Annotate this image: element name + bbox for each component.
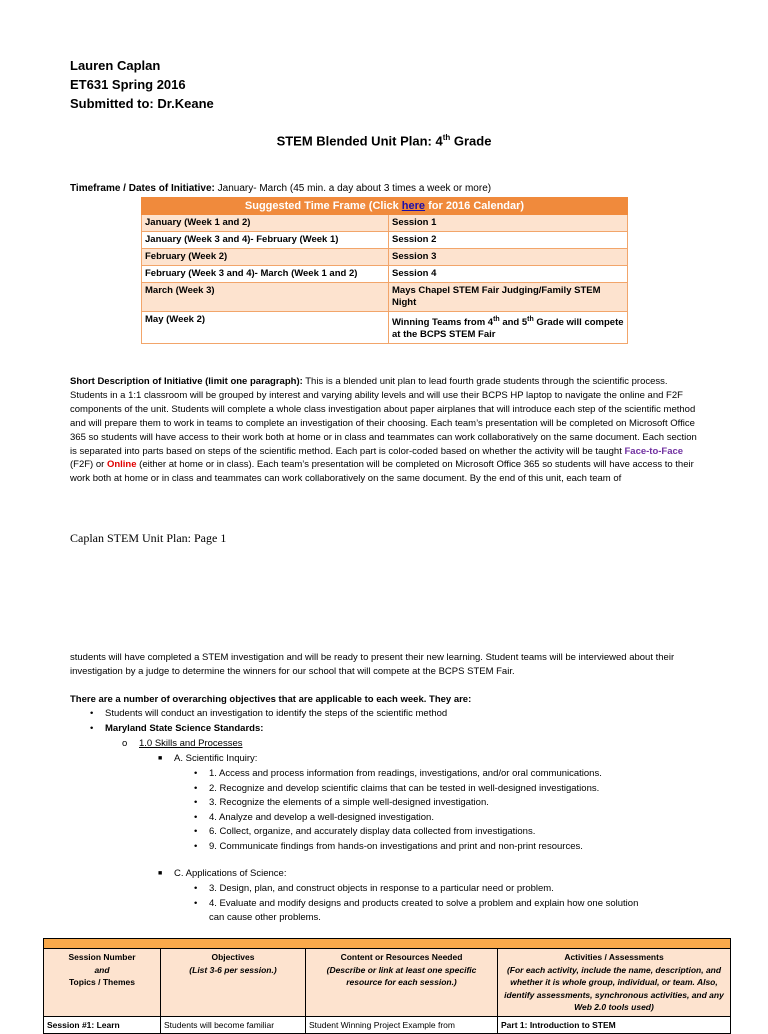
bullet-text: Maryland State Science Standards: (105, 723, 264, 734)
header-line: Content or Resources Needed (340, 952, 463, 962)
page-footer: Caplan STEM Unit Plan: Page 1 (70, 531, 227, 545)
face-to-face-label: Face-to-Face (624, 445, 684, 457)
winning-text-a: Winning Teams from 4 (392, 317, 494, 329)
standard-text: 4. Evaluate and modify designs and products created to solve a problem and explain how one solution (209, 897, 639, 909)
bullet-icon: • (194, 826, 198, 838)
standard-text: 6. Collect, organize, and accurately display data collected from investigations. (209, 826, 536, 838)
header-activities (498, 949, 731, 1017)
standard-text-continued: can cause other problems. (209, 912, 321, 924)
table-row (44, 1016, 731, 1034)
row-session: Mays Chapel STEM Fair Judging/Family STEM Night (389, 283, 628, 312)
sub-bullet-text: C. Applications of Science: (174, 868, 287, 879)
winning-sup2: th (527, 316, 534, 323)
bullet-icon: • (194, 897, 198, 909)
bullet-icon: • (194, 883, 198, 894)
row-when: February (Week 2) (142, 249, 389, 266)
objectives-intro: There are a number of overarching objectives that are applicable to each week. They are: (70, 694, 472, 705)
description-text-1: This is a blended unit plan to lead fourth grade students through the scientific process. Students in a 1:1 classroom will be grouped by interest and varying ability levels and will use their BCPS HP laptop to navigate the online and F2F components of the unit. Students will complete a whole class investigation about paper airplanes that will introduce each step of the scientific method and will prepare them to work in teams to complete an investigation of their choosing. Each team’s presentation will be completed on Microsoft Office 365 so students will have access to their work both at home or in class and teammates can work collaboratively on the same document. Each section is separated into parts based on steps of the scientific method. Each part is color-coded based on whether the activity will be taught (70, 376, 697, 457)
online-label: Online (106, 459, 137, 471)
row-when: January (Week 1 and 2) (142, 215, 389, 232)
title-superscript: th (442, 133, 451, 142)
title-end: Grade (450, 133, 492, 149)
standard-text: 9. Communicate findings from hands-on investigations and print and non-print resources. (209, 840, 583, 852)
calendar-link[interactable]: here (401, 200, 426, 212)
square-bullet-icon: ■ (158, 755, 163, 762)
row-when: January (Week 3 and 4)- February (Week 1) (142, 232, 389, 249)
circle-bullet-icon: o (122, 738, 128, 749)
winning-text-c: Grade will compete at the BCPS STEM Fair (392, 317, 624, 341)
submitted-to: Submitted to: Dr.Keane (70, 96, 214, 111)
header-line: Session Number (68, 952, 136, 962)
square-bullet-icon: ■ (158, 870, 163, 877)
row-session: Session 3 (389, 249, 628, 266)
row-when: May (Week 2) (142, 312, 389, 344)
row-when: February (Week 3 and 4)- March (Week 1 and 2) (142, 266, 389, 283)
sub-bullet-text: 1.0 Skills and Processes (139, 738, 243, 749)
header-line: Topics / Themes (69, 977, 135, 987)
table-row (142, 215, 628, 232)
header-line: Activities / Assessments (564, 952, 664, 962)
standard-text: 1. Access and process information from readings, investigations, and/or oral communications. (209, 768, 602, 779)
course-line: ET631 Spring 2016 (70, 77, 186, 92)
header-session (44, 949, 161, 1017)
header-line: (List 3-6 per session.) (189, 964, 277, 975)
header-band-cell (44, 939, 731, 949)
row-session (389, 312, 628, 344)
description-text-2: (F2F) or (70, 459, 107, 471)
row-session: Session 1 (389, 215, 628, 232)
row-session: Session 4 (389, 266, 628, 283)
author-name: Lauren Caplan (70, 58, 161, 73)
document-title (0, 133, 768, 148)
description-label: Short Description of Initiative (limit one paragraph): (70, 376, 303, 387)
bullet-icon: • (194, 768, 198, 779)
table-row (142, 312, 628, 344)
bullet-icon: • (194, 840, 198, 852)
description-paragraph (70, 375, 700, 486)
bullet-icon: • (194, 782, 198, 794)
table-row (142, 266, 628, 283)
cell: Part 1: Introduction to STEM (498, 1016, 731, 1034)
timeframe-line (70, 183, 491, 194)
bullet-icon: • (90, 723, 94, 734)
cell: Students will become familiar (161, 1016, 306, 1034)
standard-text: 2. Recognize and develop scientific claims that can be tested in well-designed investigations. (209, 782, 600, 794)
table-row (142, 232, 628, 249)
table-header-band (44, 939, 731, 949)
standard-text: 4. Analyze and develop a well-designed investigation. (209, 811, 434, 823)
header-content (306, 949, 498, 1017)
winning-sup1: th (493, 316, 500, 323)
sub-bullet-text: A. Scientific Inquiry: (174, 753, 258, 764)
winning-text-b: and 5 (499, 317, 528, 329)
unit-plan-table (43, 938, 731, 1034)
timeframe-label: Timeframe / Dates of Initiative: (70, 183, 215, 194)
header-line: (Describe or link at least one specific resource for each session.) (326, 964, 477, 987)
header-line: and (94, 964, 110, 975)
bullet-icon: • (90, 708, 94, 719)
continued-paragraph: students will have completed a STEM investigation and will be ready to present their new learning. Student teams will be interviewed about their investigation by a judge to determine the winners for our school that will compete at the BCPS STEM Fair. (70, 652, 675, 677)
cell: Session #1: Learn (44, 1016, 161, 1034)
header-prefix: Suggested Time Frame (Click (244, 200, 402, 212)
cell: Student Winning Project Example from (306, 1016, 498, 1034)
table-row (142, 283, 628, 312)
description-text-3: (either at home or in class). Each team’s presentation will be completed on Microsoft Office 365 so students will have access to their work both at home or in class and teammates can work collaboratively on the same document. By the end of this unit, each team of (70, 459, 694, 485)
header-suffix: for 2016 Calendar) (425, 200, 525, 212)
title-text: STEM Blended Unit Plan: 4 (276, 133, 443, 149)
bullet-icon: • (194, 797, 198, 809)
standard-text: 3. Design, plan, and construct objects in response to a particular need or problem. (209, 883, 554, 894)
table-header-row (44, 949, 731, 1017)
row-session: Session 2 (389, 232, 628, 249)
standard-text: 3. Recognize the elements of a simple well-designed investigation. (209, 797, 489, 809)
header-objectives (161, 949, 306, 1017)
time-frame-table (141, 197, 628, 344)
row-when: March (Week 3) (142, 283, 389, 312)
table-row (142, 249, 628, 266)
time-frame-header (142, 198, 628, 215)
bullet-text: Students will conduct an investigation to identify the steps of the scientific method (105, 708, 448, 719)
timeframe-value: January- March (45 min. a day about 3 times a week or more) (214, 183, 492, 194)
header-line: (For each activity, include the name, description, and whether it is whole group, individual, or team. Also, identify assessments, synchronous activities, and any Web 2.0 tools used) (504, 964, 724, 1012)
header-line: Objectives (211, 952, 255, 962)
bullet-icon: • (194, 811, 198, 823)
